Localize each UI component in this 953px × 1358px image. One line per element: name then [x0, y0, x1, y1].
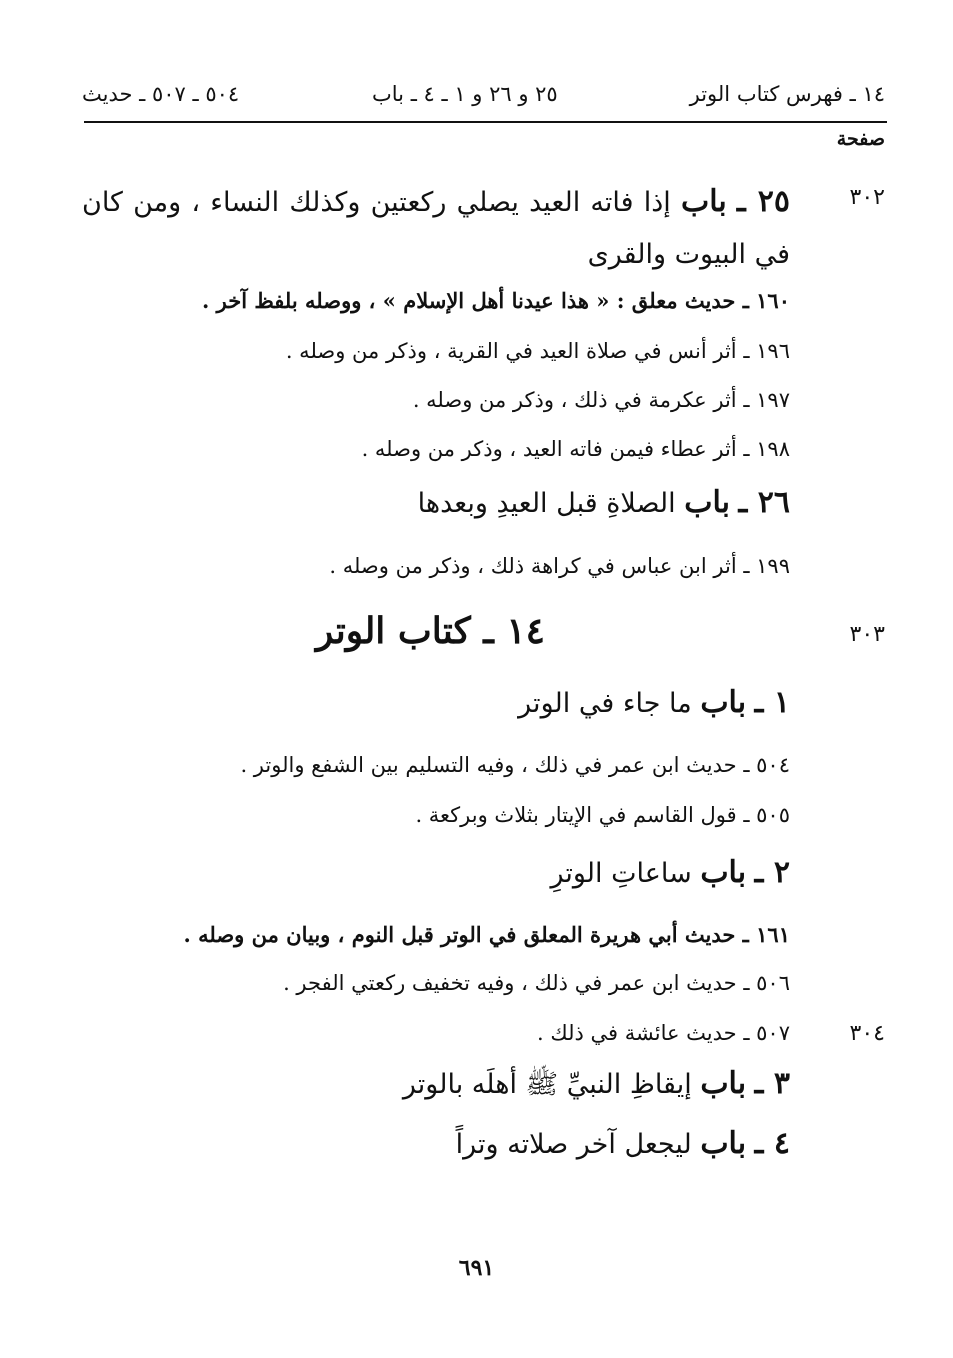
chapter-number: ١ ـ [754, 685, 790, 720]
chapter-heading-25 [82, 176, 790, 281]
entry-line: ٥٠٥ ـ قول القاسم في الإيتار بثلاث وبركعة . [415, 803, 790, 827]
chapter-word: باب [684, 485, 730, 520]
chapter-heading-3 [403, 1066, 790, 1107]
chapter-title: إيقاظِ النبيِّ ﷺ أهلَه بالوتر [402, 1069, 692, 1100]
chapter-word: باب [700, 855, 747, 890]
chapter-number: ٤ ـ [754, 1126, 790, 1161]
chapter-number: ٣ ـ [754, 1066, 790, 1101]
page-ref: ٣٠٢ [849, 185, 885, 210]
chapter-word: باب [700, 1126, 747, 1161]
entry-line: ١٩٩ ـ أثر ابن عباس في كراهة ذلك ، وذكر من وصله . [329, 554, 790, 578]
chapter-title: إذا فاته العيد يصلي ركعتين وكذلك النساء ، ومن كان في البيوت والقرى [82, 187, 790, 270]
book-title: ١٤ ـ كتاب الوتر [315, 610, 545, 652]
page-ref: ٣٠٣ [849, 622, 885, 647]
header-chapter-range: ٢٥ و ٢٦ و ١ ـ ٤ ـ باب [372, 82, 558, 106]
chapter-word: باب [680, 184, 727, 219]
page-ref: ٣٠٤ [849, 1021, 885, 1046]
entry-line: ١٩٨ ـ أثر عطاء فيمن فاته العيد ، وذكر من وصله . [361, 437, 790, 461]
chapter-word: باب [700, 685, 747, 720]
entry-line: ١٩٧ ـ أثر عكرمة في ذلك ، وذكر من وصله . [412, 388, 790, 412]
chapter-number: ٢٦ ـ [738, 485, 790, 520]
header-rule [84, 121, 887, 123]
entry-line: ١٩٦ ـ أثر أنس في صلاة العيد في القرية ، وذكر من وصله . [285, 339, 790, 363]
header-book-title: ١٤ ـ فهرس كتاب الوتر [689, 82, 885, 106]
header-hadith-range: ٥٠٤ ـ ٥٠٧ ـ حديث [82, 82, 240, 106]
chapter-heading-2 [550, 855, 790, 890]
chapter-title: ليجعل آخر صلاته وتراً [455, 1129, 692, 1160]
chapter-heading-1 [518, 685, 790, 720]
page-column-label: صفحة [836, 128, 885, 150]
chapter-title: الصلاةِ قبل العيدِ وبعدها [417, 488, 676, 519]
entry-line: ٥٠٤ ـ حديث ابن عمر في ذلك ، وفيه التسليم بين الشفع والوتر . [240, 753, 790, 777]
chapter-title: ما جاء في الوتر [518, 688, 692, 719]
chapter-title: ساعاتِ الوترِ [550, 858, 692, 889]
entry-line: ٥٠٦ ـ حديث ابن عمر في ذلك ، وفيه تخفيف ركعتي الفجر . [283, 971, 790, 995]
chapter-number: ٢٥ ـ [736, 184, 790, 219]
page-number: ٦٩١ [458, 1255, 495, 1281]
entry-line: ١٦٠ ـ حديث معلق : « هذا عيدنا أهل الإسلام » ، ووصله بلفظ آخر . [202, 288, 790, 313]
chapter-heading-4 [456, 1126, 790, 1161]
chapter-word: باب [700, 1066, 747, 1101]
chapter-number: ٢ ـ [754, 855, 790, 890]
entry-line: ١٦١ ـ حديث أبي هريرة المعلق في الوتر قبل النوم ، وبيان من وصله . [183, 922, 790, 947]
entry-line: ٥٠٧ ـ حديث عائشة في ذلك . [537, 1021, 790, 1045]
chapter-heading-26 [418, 485, 790, 520]
